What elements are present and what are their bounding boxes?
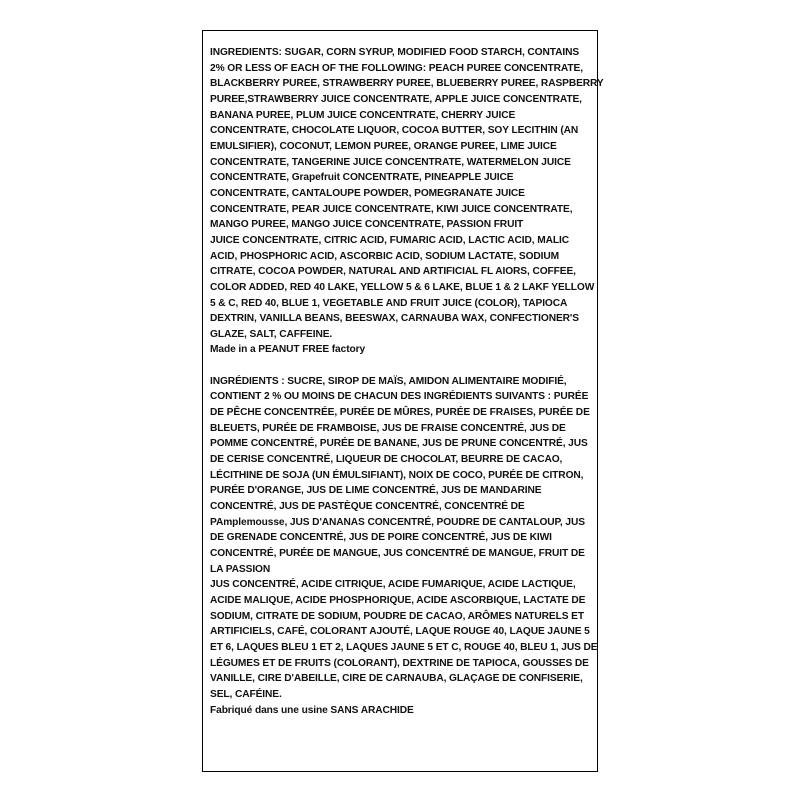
english-ingredient-line: CONCENTRATE, CANTALOUPE POWDER, POMEGRANATE JUICE bbox=[210, 187, 525, 199]
french-ingredient-line: CONCENTRÉ, JUS DE PASTÈQUE CONCENTRÉ, CONCENTRÉ DE bbox=[210, 501, 525, 513]
english-ingredient-line: BANANA PUREE, PLUM JUICE CONCENTRATE, CHERRY JUICE bbox=[210, 109, 516, 121]
english-ingredient-line: BLACKBERRY PUREE, STRAWBERRY PUREE, BLUEBERRY PUREE, RASPBERRY bbox=[210, 78, 604, 90]
english-ingredient-line: CONCENTRATE, Grapefruit CONCENTRATE, PINEAPPLE JUICE bbox=[210, 172, 514, 184]
english-ingredient-line: 5 & C, RED 40, BLUE 1, VEGETABLE AND FRUIT JUICE (COLOR), TAPIOCA bbox=[210, 297, 568, 309]
english-ingredients bbox=[210, 45, 602, 342]
english-ingredient-line: MANGO PUREE, MANGO JUICE CONCENTRATE, PASSION FRUIT bbox=[210, 219, 524, 231]
french-ingredient-line: PAmplemousse, JUS D'ANANAS CONCENTRÉ, POUDRE DE CANTALOUP, JUS bbox=[210, 516, 585, 528]
french-ingredient-line: DE PÊCHE CONCENTRÉE, PURÉE DE MÛRES, PURÉE DE FRAISES, PURÉE DE bbox=[210, 407, 590, 419]
french-ingredient-line: DE CERISE CONCENTRÉ, LIQUEUR DE CHOCOLAT, BEURRE DE CACAO, bbox=[210, 454, 563, 466]
english-ingredient-line: 2% OR LESS OF EACH OF THE FOLLOWING: PEACH PUREE CONCENTRATE, bbox=[210, 62, 583, 74]
french-ingredient-line: CONTIENT 2 % OU MOINS DE CHACUN DES INGRÉDIENTS SUIVANTS : PURÉE bbox=[210, 391, 589, 403]
french-ingredient-line: SEL, CAFÉINE. bbox=[210, 688, 282, 700]
english-ingredient-line: COLOR ADDED, RED 40 LAKE, YELLOW 5 & 6 LAKE, BLUE 1 & 2 LAKF YELLOW bbox=[210, 281, 595, 293]
english-ingredient-line: CONCENTRATE, CHOCOLATE LIQUOR, COCOA BUTTER, SOY LECITHIN (AN bbox=[210, 125, 579, 137]
english-ingredient-line: ACID, PHOSPHORIC ACID, ASCORBIC ACID, SODIUM LACTATE, SODIUM bbox=[210, 250, 560, 262]
french-ingredient-line: CONCENTRÉ, PURÉE DE MANGUE, JUS CONCENTRÉ DE MANGUE, FRUIT DE bbox=[210, 547, 585, 559]
ingredient-text-block bbox=[210, 45, 602, 718]
french-ingredient-line: VANILLE, CIRE D'ABEILLE, CIRE DE CARNAUBA, GLAÇAGE DE CONFISERIE, bbox=[210, 673, 583, 685]
french-ingredients bbox=[210, 374, 602, 703]
english-ingredient-line: CITRATE, COCOA POWDER, NATURAL AND ARTIFICIAL FL AIORS, COFFEE, bbox=[210, 266, 576, 278]
english-ingredient-line: PUREE,STRAWBERRY JUICE CONCENTRATE, APPLE JUICE CONCENTRATE, bbox=[210, 93, 582, 105]
french-ingredient-line: ARTIFICIELS, CAFÉ, COLORANT AJOUTÉ, LAQUE ROUGE 40, LAQUE JAUNE 5 bbox=[210, 626, 590, 638]
english-ingredient-line: GLAZE, SALT, CAFFEINE. bbox=[210, 328, 333, 340]
english-facility-statement: Made in a PEANUT FREE factory bbox=[210, 344, 366, 356]
french-ingredient-line: DE GRENADE CONCENTRÉ, JUS DE POIRE CONCENTRÉ, JUS DE KIWI bbox=[210, 532, 552, 544]
french-facility-statement: Fabriqué dans une usine SANS ARACHIDE bbox=[210, 704, 414, 716]
french-ingredient-line: ET 6, LAQUES BLEU 1 ET 2, LAQUES JAUNE 5 ET C, ROUGE 40, BLEU 1, JUS DE bbox=[210, 641, 598, 653]
english-ingredient-line: DEXTRIN, VANILLA BEANS, BEESWAX, CARNAUBA WAX, CONFECTIONER'S bbox=[210, 313, 579, 325]
english-ingredient-line: EMULSIFIER), COCONUT, LEMON PUREE, ORANGE PUREE, LIME JUICE bbox=[210, 140, 557, 152]
french-ingredient-line: LÉGUMES ET DE FRUITS (COLORANT), DEXTRINE DE TAPIOCA, GOUSSES DE bbox=[210, 657, 589, 669]
french-ingredient-line: JUS CONCENTRÉ, ACIDE CITRIQUE, ACIDE FUMARIQUE, ACIDE LACTIQUE, bbox=[210, 579, 576, 591]
french-ingredient-line: POMME CONCENTRÉ, PURÉE DE BANANE, JUS DE PRUNE CONCENTRÉ, JUS bbox=[210, 438, 588, 450]
english-ingredient-line: JUICE CONCENTRATE, CITRIC ACID, FUMARIC ACID, LACTIC ACID, MALIC bbox=[210, 234, 570, 246]
french-ingredient-line: LA PASSION bbox=[210, 563, 271, 575]
french-ingredient-line: LÉCITHINE DE SOJA (UN ÉMULSIFIANT), NOIX DE COCO, PURÉE DE CITRON, bbox=[210, 469, 584, 481]
french-ingredient-line: INGRÉDIENTS : SUCRE, SIROP DE MAÏS, AMIDON ALIMENTAIRE MODIFIÉ, bbox=[210, 375, 567, 387]
english-ingredient-line: CONCENTRATE, PEAR JUICE CONCENTRATE, KIWI JUICE CONCENTRATE, bbox=[210, 203, 573, 215]
english-ingredient-line: INGREDIENTS: SUGAR, CORN SYRUP, MODIFIED FOOD STARCH, CONTAINS bbox=[210, 47, 580, 58]
french-ingredient-line: PURÉE D'ORANGE, JUS DE LIME CONCENTRÉ, JUS DE MANDARINE bbox=[210, 485, 542, 497]
french-ingredient-line: BLEUETS, PURÉE DE FRAMBOISE, JUS DE FRAISE CONCENTRÉ, JUS DE bbox=[210, 422, 566, 434]
section-spacer bbox=[210, 358, 602, 374]
english-ingredient-line: CONCENTRATE, TANGERINE JUICE CONCENTRATE, WATERMELON JUICE bbox=[210, 156, 571, 168]
french-ingredient-line: SODIUM, CITRATE DE SODIUM, POUDRE DE CACAO, ARÔMES NATURELS ET bbox=[210, 610, 584, 622]
french-ingredient-line: ACIDE MALIQUE, ACIDE PHOSPHORIQUE, ACIDE ASCORBIQUE, LACTATE DE bbox=[210, 594, 586, 606]
ingredient-label-panel bbox=[202, 30, 604, 772]
